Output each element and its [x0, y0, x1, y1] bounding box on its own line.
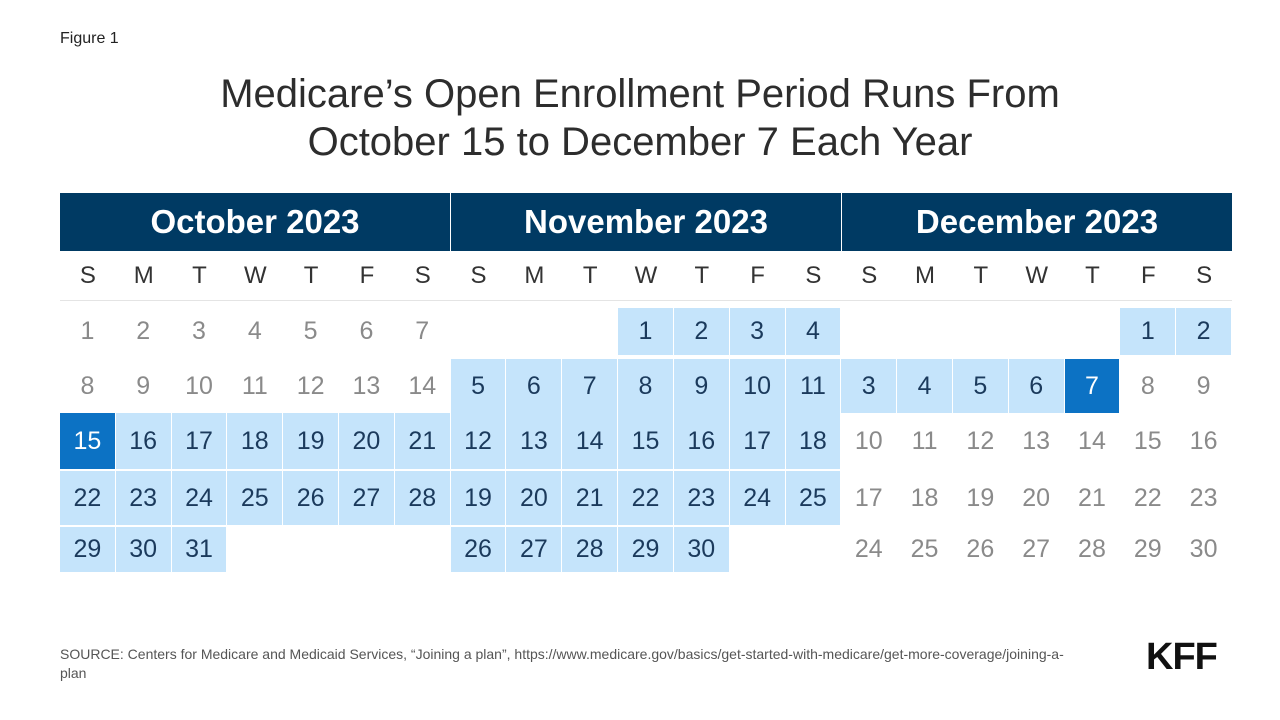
day-cell-december: 19: [966, 483, 995, 512]
day-cell-november: 27: [506, 527, 561, 572]
day-cell-october: 25: [227, 471, 282, 525]
weekday-label-december: F: [1120, 251, 1176, 301]
figure-label: Figure 1: [60, 30, 119, 47]
day-cell-october: 18: [227, 413, 282, 469]
day-cell-october: 2: [136, 317, 151, 345]
day-cell-october: 13: [352, 371, 381, 400]
day-cell-december: 9: [1196, 371, 1211, 400]
weekday-label-november: S: [786, 251, 842, 301]
weekday-label-november: F: [730, 251, 786, 301]
day-cell-december: 2: [1176, 308, 1231, 355]
weekday-label-november: T: [562, 251, 618, 301]
kff-logo: KFF: [1146, 636, 1217, 678]
weekday-label-november: T: [674, 251, 730, 301]
day-cell-november: 15: [618, 413, 673, 469]
day-cell-october: 5: [303, 317, 318, 345]
day-cell-december: 22: [1133, 483, 1162, 512]
day-cell-november: 23: [674, 471, 729, 525]
day-cell-december: 29: [1133, 535, 1162, 563]
day-cell-october: 3: [192, 317, 206, 345]
day-cell-november: 4: [786, 308, 841, 355]
weekday-label-november: S: [451, 251, 507, 301]
day-cell-november: 6: [506, 359, 561, 413]
day-cell-november: 29: [618, 527, 673, 572]
period-start-day: 15: [60, 413, 115, 469]
day-cell-november: 1: [618, 308, 673, 355]
day-cell-december: 14: [1078, 426, 1106, 455]
day-cell-november: 28: [562, 527, 617, 572]
day-cell-november: 18: [786, 413, 841, 469]
month-header-december: December 2023: [841, 193, 1232, 251]
day-cell-october: 21: [395, 413, 450, 469]
day-cell-december: 26: [966, 535, 995, 563]
day-cell-december: 12: [966, 426, 995, 455]
day-cell-december: 25: [910, 535, 939, 563]
day-cell-october: 8: [80, 371, 95, 400]
day-cell-december: 27: [1022, 535, 1051, 563]
weekday-label-november: W: [618, 251, 674, 301]
day-cell-october: 30: [116, 527, 171, 572]
source-note: SOURCE: Centers for Medicare and Medicaid Services, “Joining a plan”, https://www.medicare.gov/basics/get-started-with-medicare/get-more-coverage/joining-a-plan: [60, 646, 1064, 681]
day-cell-december: 10: [854, 426, 883, 455]
day-cell-november: 17: [730, 413, 785, 469]
weekday-label-october: T: [172, 251, 228, 301]
day-cell-december: 16: [1189, 426, 1218, 455]
day-cell-november: 14: [562, 413, 617, 469]
weekday-label-october: S: [60, 251, 116, 301]
day-cell-november: 2: [674, 308, 729, 355]
day-cell-november: 19: [451, 471, 506, 525]
weekday-label-october: S: [395, 251, 451, 301]
day-cell-october: 29: [60, 527, 115, 572]
month-header-row: [60, 193, 1232, 251]
day-cell-december: 6: [1009, 359, 1064, 413]
day-cell-december: 13: [1022, 426, 1051, 455]
day-cell-october: 19: [283, 413, 338, 469]
day-cell-december: 4: [897, 359, 952, 413]
weekday-label-december: M: [897, 251, 953, 301]
day-cell-december: 5: [953, 359, 1008, 413]
day-cell-october: 12: [296, 371, 325, 400]
weekday-label-october: M: [116, 251, 172, 301]
day-cell-october: 24: [172, 471, 227, 525]
weekday-label-october: W: [227, 251, 283, 301]
day-cell-october: 10: [185, 371, 213, 400]
day-cell-october: 17: [172, 413, 227, 469]
day-cell-november: 5: [451, 359, 506, 413]
day-cell-november: 21: [562, 471, 617, 525]
day-cell-october: 23: [116, 471, 171, 525]
day-cell-december: 23: [1189, 483, 1218, 512]
day-cell-november: 7: [562, 359, 617, 413]
day-cell-october: 7: [415, 317, 430, 345]
day-cell-october: 6: [359, 317, 374, 345]
day-cell-december: 11: [911, 426, 938, 455]
day-cell-october: 11: [241, 371, 268, 400]
weekday-label-december: T: [1065, 251, 1121, 301]
chart-title: [0, 70, 1280, 166]
weekday-label-december: T: [953, 251, 1009, 301]
day-cell-november: 26: [451, 527, 506, 572]
day-cell-november: 13: [506, 413, 561, 469]
day-cell-november: 30: [674, 527, 729, 572]
weekday-label-november: M: [506, 251, 562, 301]
day-cell-december: 24: [854, 535, 883, 563]
calendar-grid: [60, 251, 1232, 571]
day-cell-december: 1: [1120, 308, 1175, 355]
day-cell-december: 8: [1140, 371, 1155, 400]
day-cell-november: 22: [618, 471, 673, 525]
day-cell-november: 16: [674, 413, 729, 469]
day-cell-december: 3: [841, 359, 896, 413]
weekday-label-october: F: [339, 251, 395, 301]
day-cell-october: 9: [136, 371, 151, 400]
day-cell-november: 8: [618, 359, 673, 413]
day-cell-october: 1: [80, 317, 95, 345]
weekday-label-october: T: [283, 251, 339, 301]
day-cell-november: 10: [730, 359, 785, 413]
day-cell-november: 20: [506, 471, 561, 525]
period-end-day: 7: [1065, 359, 1120, 413]
day-cell-october: 20: [339, 413, 394, 469]
day-cell-december: 28: [1078, 535, 1106, 563]
month-header-october: October 2023: [60, 193, 450, 251]
calendar: [60, 193, 1232, 571]
day-cell-november: 24: [730, 471, 785, 525]
title-line-1: Medicare’s Open Enrollment Period Runs From: [220, 72, 1060, 116]
weekday-label-december: W: [1009, 251, 1065, 301]
day-cell-november: 9: [674, 359, 729, 413]
weekday-label-december: S: [841, 251, 897, 301]
day-cell-october: 22: [60, 471, 115, 525]
day-cell-october: 26: [283, 471, 338, 525]
day-cell-december: 30: [1189, 535, 1218, 563]
day-cell-october: 28: [395, 471, 450, 525]
day-cell-october: 16: [116, 413, 171, 469]
day-cell-december: 17: [854, 483, 883, 512]
day-cell-november: 25: [786, 471, 841, 525]
day-cell-november: 12: [451, 413, 506, 469]
day-cell-october: 14: [408, 371, 437, 400]
day-cell-december: 18: [910, 483, 939, 512]
day-cell-december: 15: [1133, 426, 1162, 455]
day-cell-december: 21: [1078, 483, 1106, 512]
day-cell-october: 27: [339, 471, 394, 525]
day-cell-december: 20: [1022, 483, 1051, 512]
month-header-november: November 2023: [450, 193, 841, 251]
day-cell-november: 11: [786, 359, 841, 413]
day-cell-november: 3: [730, 308, 785, 355]
weekday-label-december: S: [1176, 251, 1232, 301]
day-cell-october: 31: [172, 527, 227, 572]
day-cell-october: 4: [247, 317, 262, 345]
title-line-2: October 15 to December 7 Each Year: [307, 120, 973, 164]
